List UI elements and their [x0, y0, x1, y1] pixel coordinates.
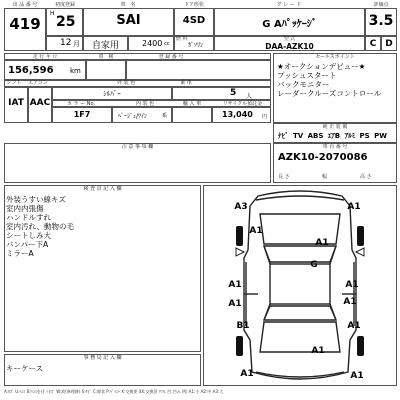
first-registration-label: 初度登録 [54, 2, 75, 8]
inspection-label: 車 検 [98, 54, 114, 60]
fuel-label: 燃 料 [176, 36, 188, 42]
sales-point: バックモニター [277, 80, 330, 89]
interior-color-label: 内 装 色 [135, 101, 155, 107]
equipment-tv: TV [292, 132, 304, 140]
recycle-label: リサイクル預託金 [222, 101, 263, 107]
model-code: DAA-AZK10 [265, 42, 314, 51]
interior-score: C [369, 39, 377, 49]
damage-mark: A1 [350, 371, 364, 381]
damage-mark: A3 [234, 202, 248, 212]
equipment-abs: ABS [307, 132, 324, 140]
usage: 自家用 [91, 41, 119, 51]
equipment-label: 純 正 装 備 [322, 124, 348, 130]
displacement: 2400 [142, 39, 163, 48]
mirror-left [236, 248, 244, 256]
car-name: SAI [116, 13, 141, 28]
aircon: AAC [29, 98, 51, 108]
mileage-unit: km [70, 67, 81, 75]
shift: IAT [8, 98, 24, 108]
overall-score: 3.5 [368, 13, 394, 29]
width-label: 幅 [322, 174, 328, 180]
damage-marks [228, 202, 363, 381]
equipment-ps: PS [359, 132, 370, 140]
remarks-label: 事 務 局 記 入 欄 [83, 355, 122, 361]
grade: G Aﾊﾟｯｹｰｼﾞ [262, 19, 317, 30]
registration-month: 12 [60, 38, 72, 48]
damage-mark: G [310, 260, 318, 270]
sales-point: ★オークションデビュー★ [277, 62, 366, 71]
registration-year: 25 [56, 14, 76, 30]
sales-points-label: セールスポイント [315, 54, 355, 60]
inspector-note: バンパー下A [6, 240, 49, 249]
damage-mark: A1 [347, 321, 361, 331]
equipment-alloy: ｱﾙﾐ [344, 132, 356, 140]
damage-mark: A1 [315, 238, 329, 248]
aircon-label: エアコン [28, 80, 48, 86]
exterior-color-label: 外 装 色 [116, 80, 136, 86]
capacity: 5 [230, 88, 237, 98]
grade-label: グ レ ー ド [276, 2, 302, 8]
car-name-label: 車 名 [120, 2, 136, 8]
import-label: 輸 入 車 [182, 101, 202, 107]
wheel-rear-left [236, 336, 243, 356]
damage-mark: A1 [345, 280, 359, 290]
inspector-note: 室内汚れ、動物の毛 [6, 222, 74, 231]
color-number: 1F7 [73, 110, 91, 119]
damage-mark: B1 [236, 321, 250, 331]
exterior-color: ｼﾙﾊﾞｰ [103, 90, 121, 98]
inspector-note: ハンドルすれ [6, 213, 51, 222]
damage-mark: A1 [311, 346, 325, 356]
capacity-label: 乗 車 [180, 80, 192, 86]
era-letter: H [50, 10, 55, 17]
capacity-unit: 人 [246, 93, 253, 100]
inspector-note: ミラーA [6, 249, 34, 258]
interior-color-suffix: 系 [162, 113, 168, 119]
lot-number-label: 出 品 番 号 [12, 2, 38, 8]
interior-color: ﾍﾞｰｼﾞｭ/ﾜｲﾝ [118, 113, 148, 120]
mileage: 156,596 [8, 65, 54, 76]
mirror-right [356, 248, 364, 256]
month-unit: 月 [73, 40, 80, 48]
color-number-label: カ ラ ー No. [66, 101, 96, 107]
sales-point: プッシュスタート [277, 71, 337, 80]
wheel-front-right [357, 226, 364, 246]
chassis-number: AZK10-2070086 [278, 152, 368, 163]
damage-mark: A1 [249, 226, 263, 236]
wheel-front-left [236, 226, 243, 246]
inspector-note: 外装うすい線キズ [6, 195, 66, 204]
registration-number-label: 登 録 番 号 [158, 54, 184, 60]
lot-number: 419 [9, 15, 41, 33]
chassis-label: 車 台 番 号 [322, 144, 348, 150]
exterior-score: D [385, 39, 393, 49]
recycle-fee: 13,040 [222, 110, 253, 119]
door-type-label: ドア形状 [184, 2, 204, 8]
damage-mark: A1 [228, 280, 242, 290]
inspector-notes-label: 検 査 員 記 入 欄 [83, 186, 122, 192]
model-label: 型 式 [283, 36, 296, 42]
damage-mark: A1 [240, 369, 254, 379]
damage-legend: A:ｷｽﾞ U:ﾍｺﾐ B:ﾍｺﾐを伴うｷｽﾞ W:波(修理跡) S:ｻﾋﾞ C:腐食 P:ﾍﾟｲﾝﾄ X:交換要 XX:交換済 ﾜ:ﾜﾚ 凹:凹み 例) A1:小 A2:中 A3:大 [4, 389, 224, 394]
equipment-navi: ﾅﾋﾞ [278, 132, 289, 140]
remark: キーケース [6, 364, 44, 373]
damage-mark: A1 [228, 299, 242, 309]
odometer-label: 走 行 キ ロ [32, 54, 58, 60]
height-label: 高 さ [360, 174, 372, 180]
equipment-pw: PW [374, 132, 387, 140]
damage-mark: A1 [343, 297, 357, 307]
fuel: ｶﾞｿﾘﾝ [188, 42, 204, 49]
equipment-airbag: ｴｱB [327, 132, 341, 140]
notes-label: 注 意 事 項 欄 [121, 144, 154, 150]
recycle-unit: 円 [262, 114, 268, 120]
displacement-unit: cc [164, 41, 170, 47]
sales-point: レーダークルーズコントロール [277, 89, 382, 98]
length-label: 長 さ [278, 174, 290, 180]
damage-mark: A1 [347, 202, 361, 212]
inspector-note: 室内内張傷 [6, 204, 44, 213]
inspector-note: シートしみ大 [6, 231, 51, 240]
shift-label: シフト [6, 80, 22, 86]
score-label: 評価点 [373, 2, 389, 8]
wheel-rear-right [357, 336, 364, 356]
mirrors [236, 248, 364, 256]
door-type: 4SD [182, 15, 206, 26]
